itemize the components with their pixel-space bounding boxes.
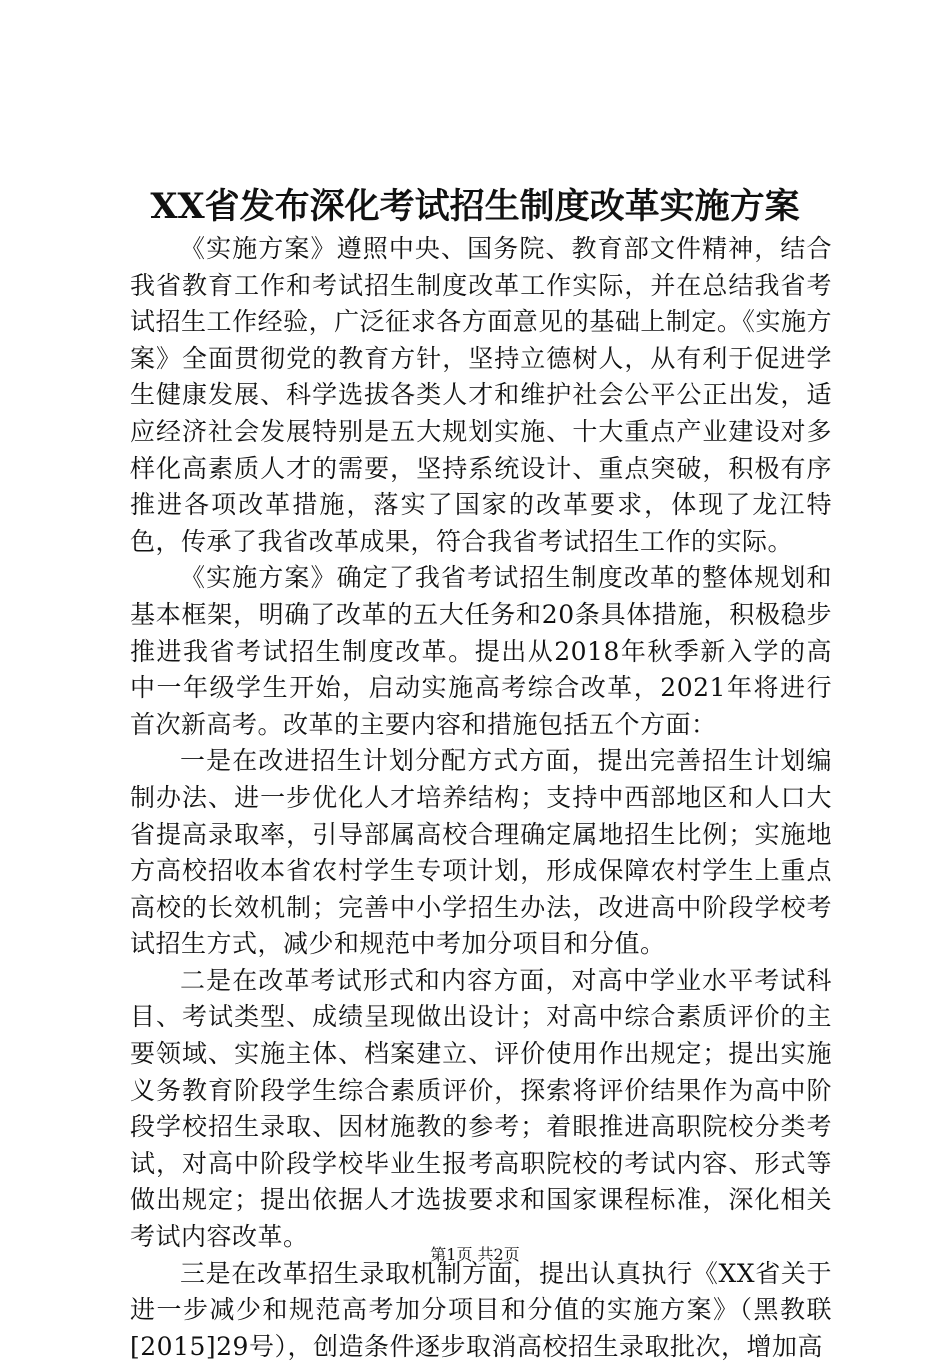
document-title: XX省发布深化考试招生制度改革实施方案 bbox=[150, 186, 800, 227]
paragraph-point-two: 二是在改革考试形式和内容方面，对高中学业水平考试科目、考试类型、成绩呈现做出设计；对高中综合素质评价的主要领域、实施主体、档案建立、评价使用作出规定；提出实施义务教育阶段学生综合素质评价，探索将评价结果作为高中阶段学校招生录取、因材施教的参考；着眼推进高职院校分类考试，对高中阶段学校毕业生报考高职院校的考试内容、形式等做出规定；提出依据人才选拔要求和国家课程标准，深化相关考试内容改革。 bbox=[130, 965, 832, 1252]
page-number-footer: 第1页 共2页 bbox=[430, 1245, 520, 1264]
paragraph-point-three: 三是在改革招生录取机制方面，提出认真执行《XX省关于进一步减少和规范高考加分项目和分值的实施方案》（黑教联[2015]29号），创造条件逐步取消高校招生录取批次，增加高 bbox=[130, 1258, 832, 1361]
paragraph-point-one: 一是在改进招生计划分配方式方面，提出完善招生计划编制办法、进一步优化人才培养结构；支持中西部地区和人口大省提高录取率，引导部属高校合理确定属地招生比例；实施地方高校招收本省农村学生专项计划，形成保障农村学生上重点高校的长效机制；完善中小学招生办法，改进高中阶段学校考试招生方式，减少和规范中考加分项目和分值。 bbox=[130, 746, 832, 959]
paragraph-framework: 《实施方案》确定了我省考试招生制度改革的整体规划和基本框架，明确了改革的五大任务和20条具体措施，积极稳步推进我省考试招生制度改革。提出从2018年秋季新入学的高中一年级学生开始，启动实施高考综合改革，2021年将进行首次新高考。改革的主要内容和措施包括五个方面： bbox=[130, 563, 832, 739]
paragraph-overview: 《实施方案》遵照中央、国务院、教育部文件精神，结合我省教育工作和考试招生制度改革工作实际，并在总结我省考试招生工作经验，广泛征求各方面意见的基础上制定。《实施方案》全面贯彻党的教育方针，坚持立德树人，从有利于促进学生健康发展、科学选拔各类人才和维护社会公平公正出发，适应经济社会发展特别是五大规划实施、十大重点产业建设对多样化高素质人才的需要，坚持系统设计、重点突破，积极有序推进各项改革措施，落实了国家的改革要求，体现了龙江特色，传承了我省改革成果，符合我省考试招生工作的实际。 bbox=[130, 234, 832, 556]
document-body bbox=[130, 231, 832, 1365]
